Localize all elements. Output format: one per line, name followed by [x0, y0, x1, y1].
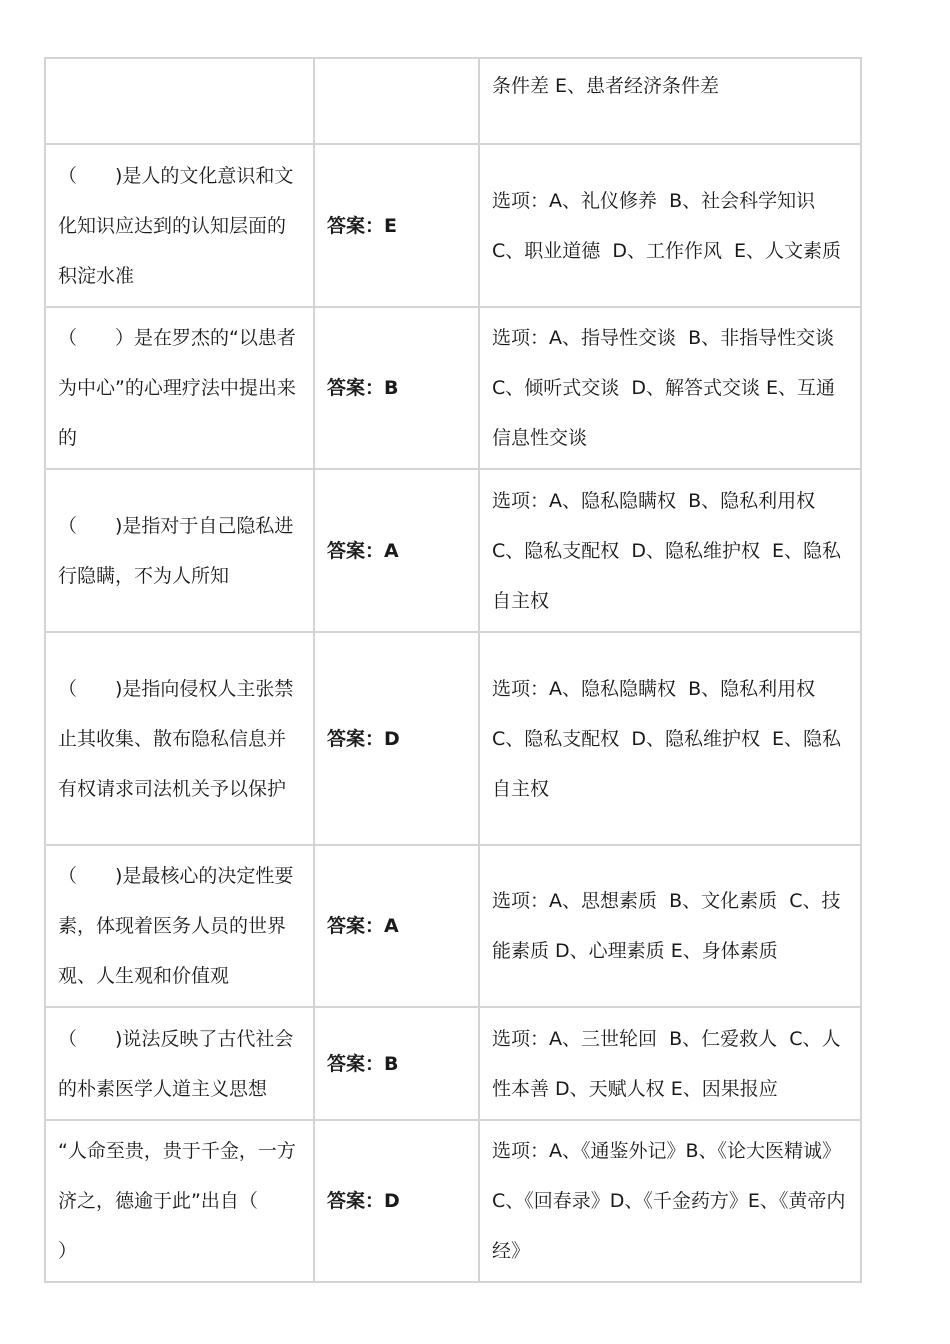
question-text: （ )说法反映了古代社会的朴素医学人道主义思想 — [58, 1027, 294, 1100]
answer-text: 答案：D — [327, 1190, 400, 1212]
answer-text: 答案：D — [327, 727, 400, 750]
answer-text: 答案：B — [327, 1052, 399, 1075]
question-text: （ )是最核心的决定性要素，体现着医务人员的世界观、人生观和价值观 — [58, 865, 294, 987]
answer-cell — [314, 1007, 479, 1120]
answer-text: 答案：E — [327, 214, 397, 237]
answer-cell — [314, 144, 479, 307]
options-text: 条件差 E、患者经济条件差 — [492, 75, 720, 97]
question-text: （ )是指向侵权人主张禁止其收集、散布隐私信息并有权请求司法机关予以保护 — [58, 677, 294, 800]
options-text: 选项：A、三世轮回 B、仁爱救人 C、人性本善 D、天赋人权 E、因果报应 — [492, 1027, 841, 1100]
table-row — [45, 632, 861, 845]
options-text: 选项：A、礼仪修养 B、社会科学知识 C、职业道德 D、工作作风 E、人文素质 — [492, 189, 842, 262]
answer-cell — [314, 58, 479, 144]
answer-cell — [314, 845, 479, 1007]
answer-cell — [314, 469, 479, 632]
options-cell — [479, 307, 861, 469]
options-text: 选项：A、思想素质 B、文化素质 C、技能素质 D、心理素质 E、身体素质 — [492, 890, 841, 962]
question-cell — [45, 1120, 314, 1282]
question-text: （ )是人的文化意识和文化知识应达到的认知层面的积淀水准 — [58, 164, 294, 287]
table-row — [45, 144, 861, 307]
question-cell — [45, 632, 314, 845]
question-cell — [45, 58, 314, 144]
answer-text: 答案：A — [327, 539, 399, 562]
question-cell — [45, 1007, 314, 1120]
options-text: 选项：A、隐私隐瞒权 B、隐私利用权 C、隐私支配权 D、隐私维护权 E、隐私自主权 — [492, 677, 842, 800]
table-row — [45, 845, 861, 1007]
question-text: （ )是指对于自己隐私进行隐瞒，不为人所知 — [58, 514, 294, 587]
options-cell — [479, 58, 861, 144]
answer-text: 答案：A — [327, 915, 399, 937]
question-cell — [45, 845, 314, 1007]
options-cell — [479, 469, 861, 632]
table-row — [45, 58, 861, 144]
table-row — [45, 1007, 861, 1120]
options-text: 选项：A、隐私隐瞒权 B、隐私利用权 C、隐私支配权 D、隐私维护权 E、隐私自主权 — [492, 489, 842, 612]
options-cell — [479, 632, 861, 845]
table-row — [45, 1120, 861, 1282]
options-cell — [479, 1007, 861, 1120]
question-cell — [45, 307, 314, 469]
answer-text: 答案：B — [327, 377, 399, 399]
options-cell — [479, 845, 861, 1007]
table-row — [45, 469, 861, 632]
options-text: 选项：A、《通鉴外记》B、《论大医精诚》C、《回春录》D、《千金药方》E、《黄帝内经》 — [492, 1140, 846, 1262]
options-cell — [479, 144, 861, 307]
question-cell — [45, 469, 314, 632]
options-cell — [479, 1120, 861, 1282]
answer-cell — [314, 1120, 479, 1282]
question-answer-table — [44, 57, 862, 1283]
answer-cell — [314, 307, 479, 469]
answer-cell — [314, 632, 479, 845]
question-text: （ ）是在罗杰的“以患者为中心”的心理疗法中提出来的 — [58, 327, 296, 449]
table-row — [45, 307, 861, 469]
question-cell — [45, 144, 314, 307]
question-text: “人命至贵，贵于千金，一方济之，德逾于此”出自（ ） — [58, 1140, 296, 1262]
options-text: 选项：A、指导性交谈 B、非指导性交谈 C、倾听式交谈 D、解答式交谈 E、互通信息性交谈 — [492, 327, 841, 449]
